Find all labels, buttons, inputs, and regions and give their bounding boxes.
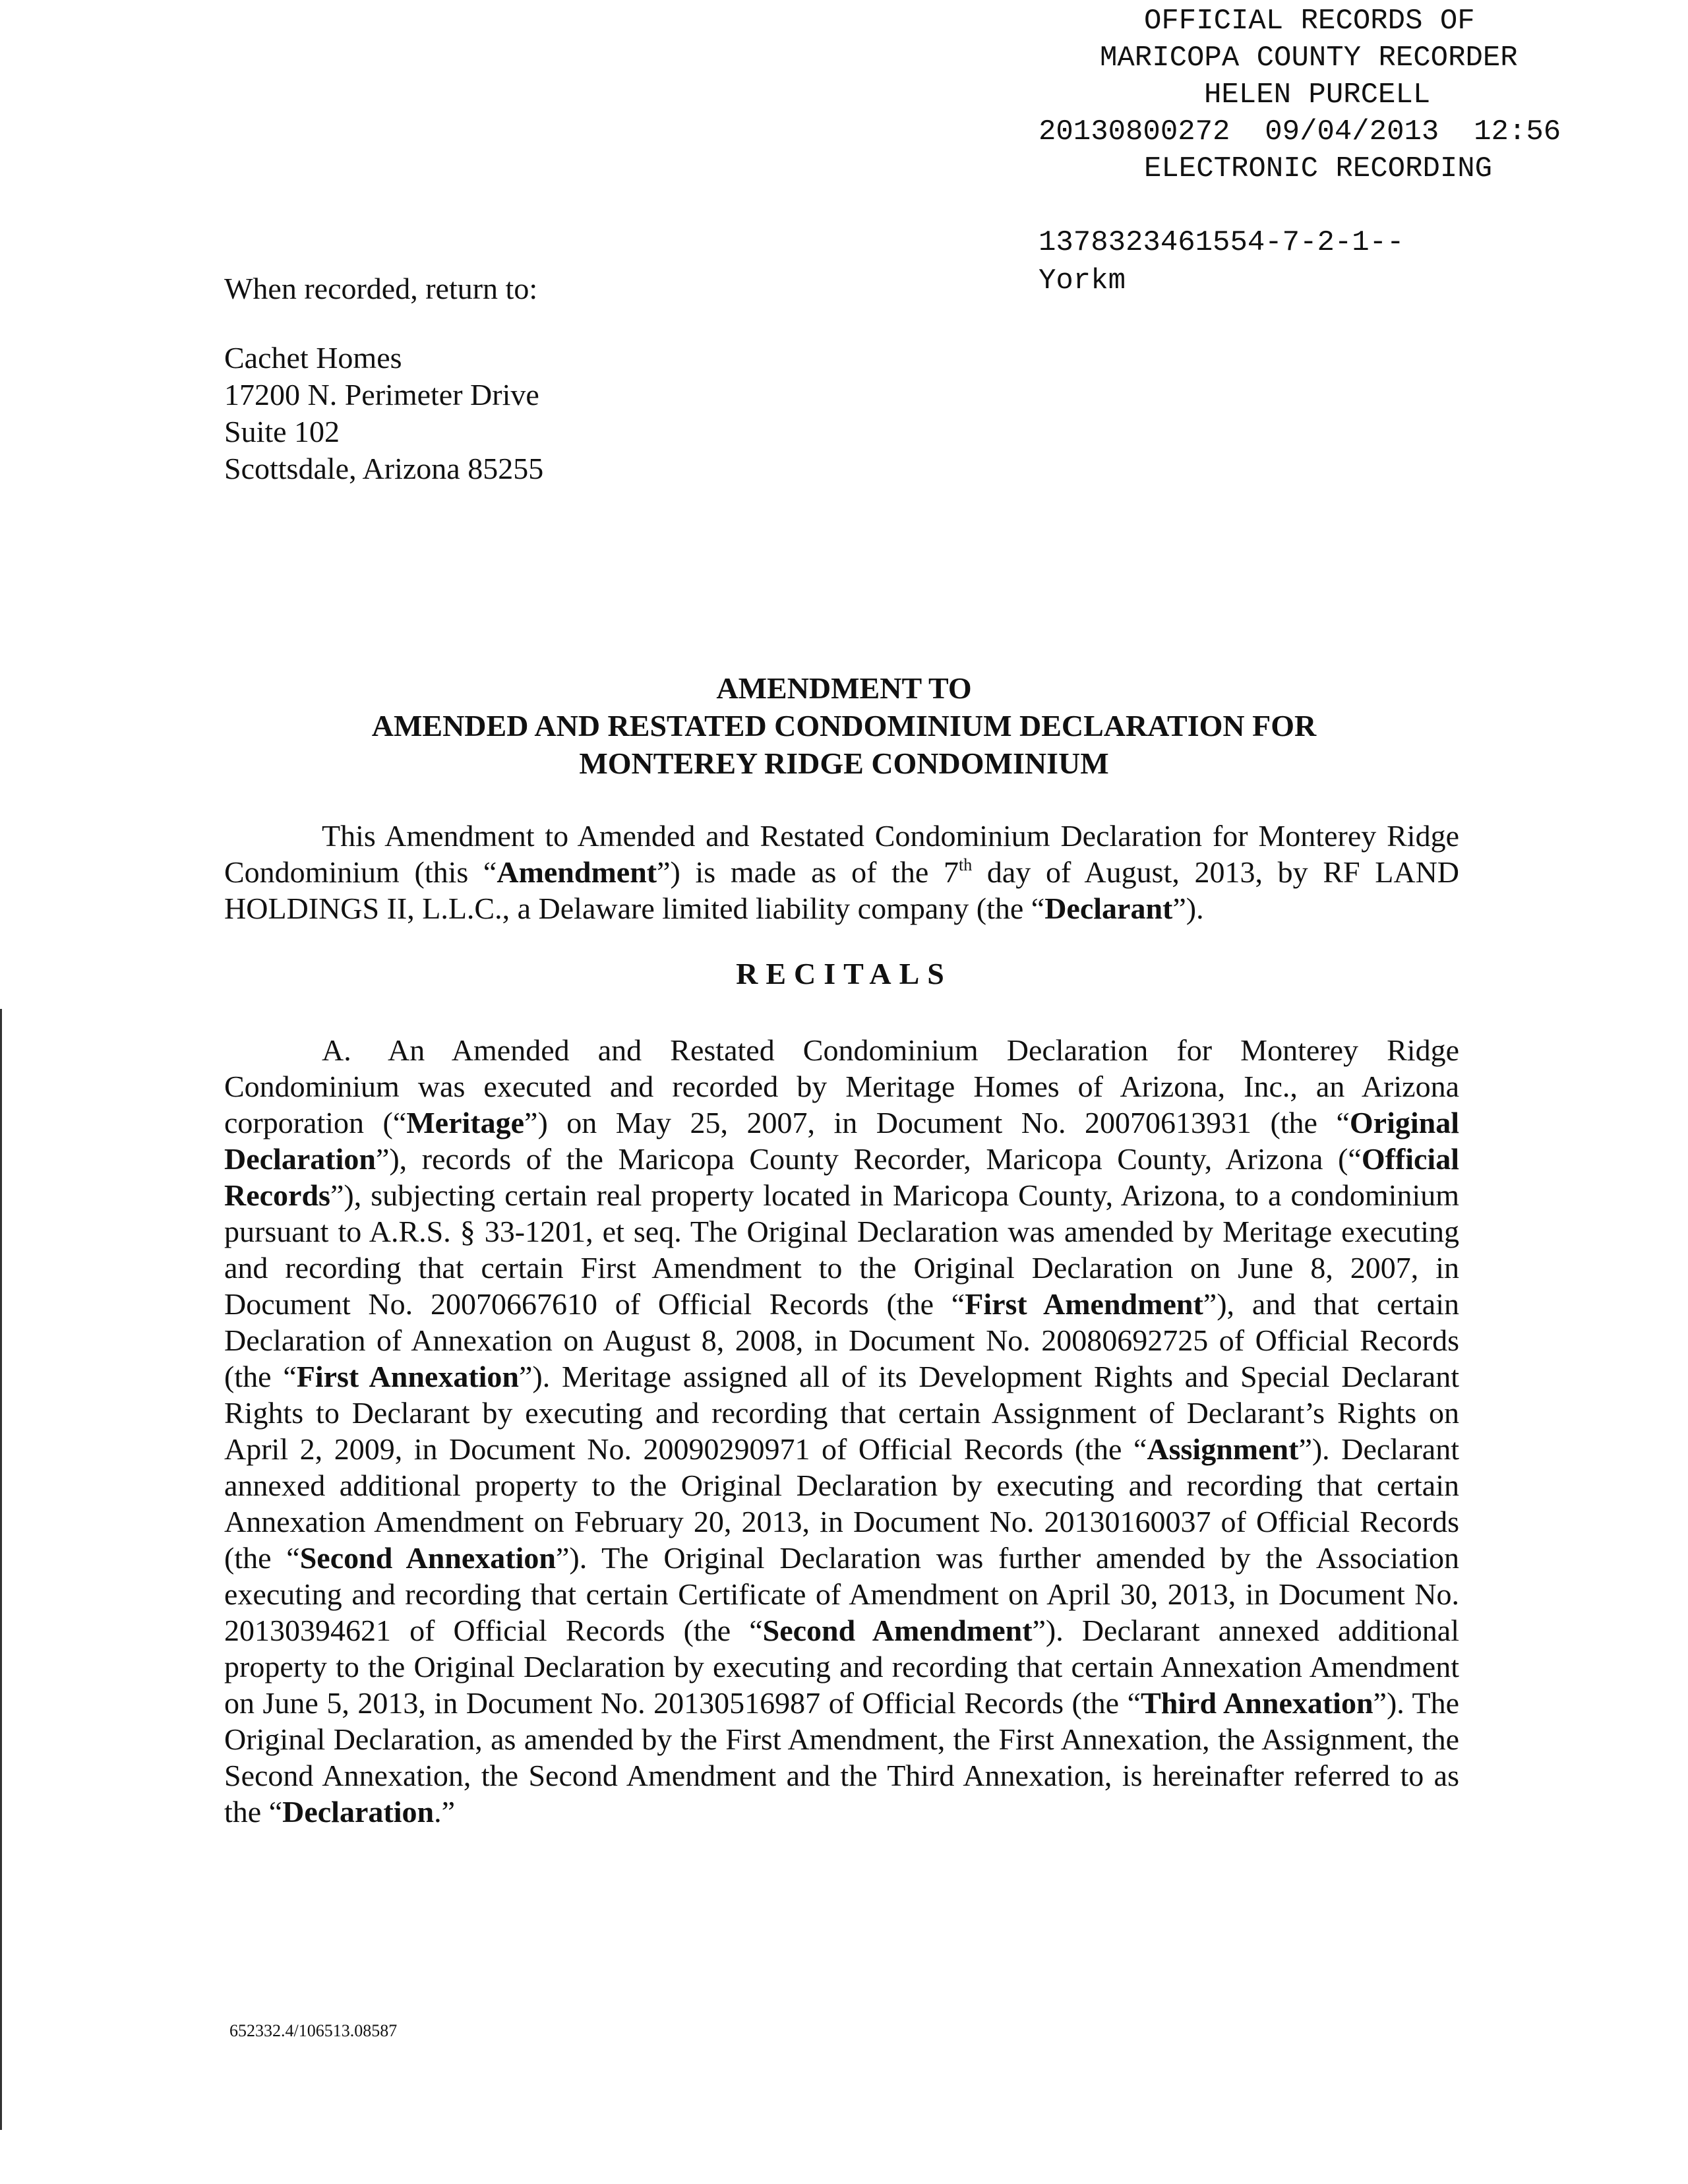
return-city: Scottsdale, Arizona 85255 (224, 452, 544, 485)
defined-term: Third Annexation (1141, 1686, 1373, 1720)
recital-text: .” (434, 1795, 455, 1829)
return-suite: Suite 102 (224, 415, 340, 448)
recorder-stamp-line-5: ELECTRONIC RECORDING (1144, 152, 1493, 185)
recital-marker: A. (322, 1033, 351, 1067)
recital-text: ”). The Original Declaration was further amended by the Association executing and recording that certain Certificate of Amendment on April 30, 2013, in Document No. 20130394621 of Official Records (the “ (224, 1541, 1460, 1647)
title-line-3: MONTEREY RIDGE CONDOMINIUM (579, 746, 1109, 780)
recital-text: ”). Meritage assigned all of its Development Rights and Special Declarant Rights to Declarant by executing and recording that certain Assignment of Declarant’s Rights on April 2, 2009, in Document No. 20090290971 of Official Records (the “ (224, 1360, 1459, 1466)
defined-term: Second Annexation (299, 1541, 556, 1575)
scan-edge-line (0, 1009, 2, 2130)
return-address (224, 340, 543, 487)
recorder-stamp-line-1: OFFICIAL RECORDS OF (1144, 5, 1475, 38)
intro-text: ”) is made as of the 7 (657, 855, 959, 889)
return-name: Cachet Homes (224, 341, 402, 375)
recital-text: ”), and that certain Declaration of Annexation on August 8, 2008, in Document No. 20080692725 of Official Records (the “ (224, 1287, 1459, 1393)
recitals-heading: RECITALS (736, 957, 952, 990)
defined-term-amendment: Amendment (497, 855, 657, 889)
recital-text: An Amended and Restated Condominium Declaration for Monterey Ridge Condominium was executed and recorded by Meritage Homes of Arizona, Inc., an Arizona corporation (“ (224, 1033, 1459, 1139)
defined-term: Second Amendment (762, 1614, 1033, 1647)
ordinal-suffix: th (958, 855, 973, 874)
intro-paragraph (224, 818, 1459, 926)
defined-term: Meritage (406, 1106, 525, 1139)
title-line-2: AMENDED AND RESTATED CONDOMINIUM DECLARATION FOR (371, 709, 1317, 743)
recital-text: ”), records of the Maricopa County Recorder, Maricopa County, Arizona (“ (375, 1142, 1362, 1176)
recording-number-date-time: 20130800272 09/04/2013 12:56 (1039, 115, 1561, 148)
intro-text: day of August, 2013, by RF LAND HOLDINGS II, L.L.C., a Delaware limited liability company (the “ (224, 855, 1460, 925)
recital-text: ”). Declarant annexed additional property to the Original Declaration by executing and recording that certain Annexation Amendment on June 5, 2013, in Document No. 20130516987 of Official Records (the “ (224, 1614, 1459, 1720)
recital-text: ”). The Original Declaration, as amended by the First Amendment, the First Annexation, the Assignment, the Second Annexation, the Second Amendment and the Third Annexation, is hereinafter referred to as the “ (224, 1686, 1459, 1829)
defined-term: Original Declaration (224, 1106, 1459, 1176)
defined-term: Assignment (1147, 1432, 1299, 1466)
recital-text: ”) on May 25, 2007, in Document No. 20070613931 (the “ (524, 1106, 1350, 1139)
intro-text: This Amendment to Amended and Restated Condominium Declaration for Monterey Ridge Condominium (this “ (224, 819, 1459, 889)
defined-term: Declaration (282, 1795, 435, 1829)
return-to-label: When recorded, return to: (224, 272, 538, 305)
recital-text: ”). Declarant annexed additional property to the Original Declaration by executing and recording that certain Annexation Amendment on February 20, 2013, in Document No. 20130160037 of Official Records (the “ (224, 1432, 1459, 1575)
title-line-1: AMENDMENT TO (716, 671, 972, 705)
recorder-stamp-line-2: MARICOPA COUNTY RECORDER (1100, 42, 1518, 75)
recital-text: ”), subjecting certain real property located in Maricopa County, Arizona, to a condominium pursuant to A.R.S. § 33-1201, et seq. The Original Declaration was amended by Meritage executing and recording that certain First Amendment to the Original Declaration on June 8, 2007, in Document No. 20070667610 of Official Records (the “ (224, 1178, 1459, 1321)
intro-text: ”). (1172, 892, 1204, 925)
return-street: 17200 N. Perimeter Drive (224, 378, 539, 411)
defined-term: Official Records (224, 1142, 1459, 1212)
defined-term-declarant: Declarant (1044, 892, 1173, 925)
document-title (0, 669, 1688, 782)
recording-doc-code: 1378323461554-7-2-1-- (1039, 226, 1404, 259)
defined-term: First Annexation (296, 1360, 519, 1393)
defined-term: First Amendment (965, 1287, 1203, 1321)
footer-document-number: 652332.4/106513.08587 (229, 2021, 398, 2040)
recital-a-paragraph (224, 1032, 1459, 1830)
recording-user: Yorkm (1039, 264, 1126, 297)
recorder-stamp-line-3: HELEN PURCELL (1204, 78, 1431, 111)
